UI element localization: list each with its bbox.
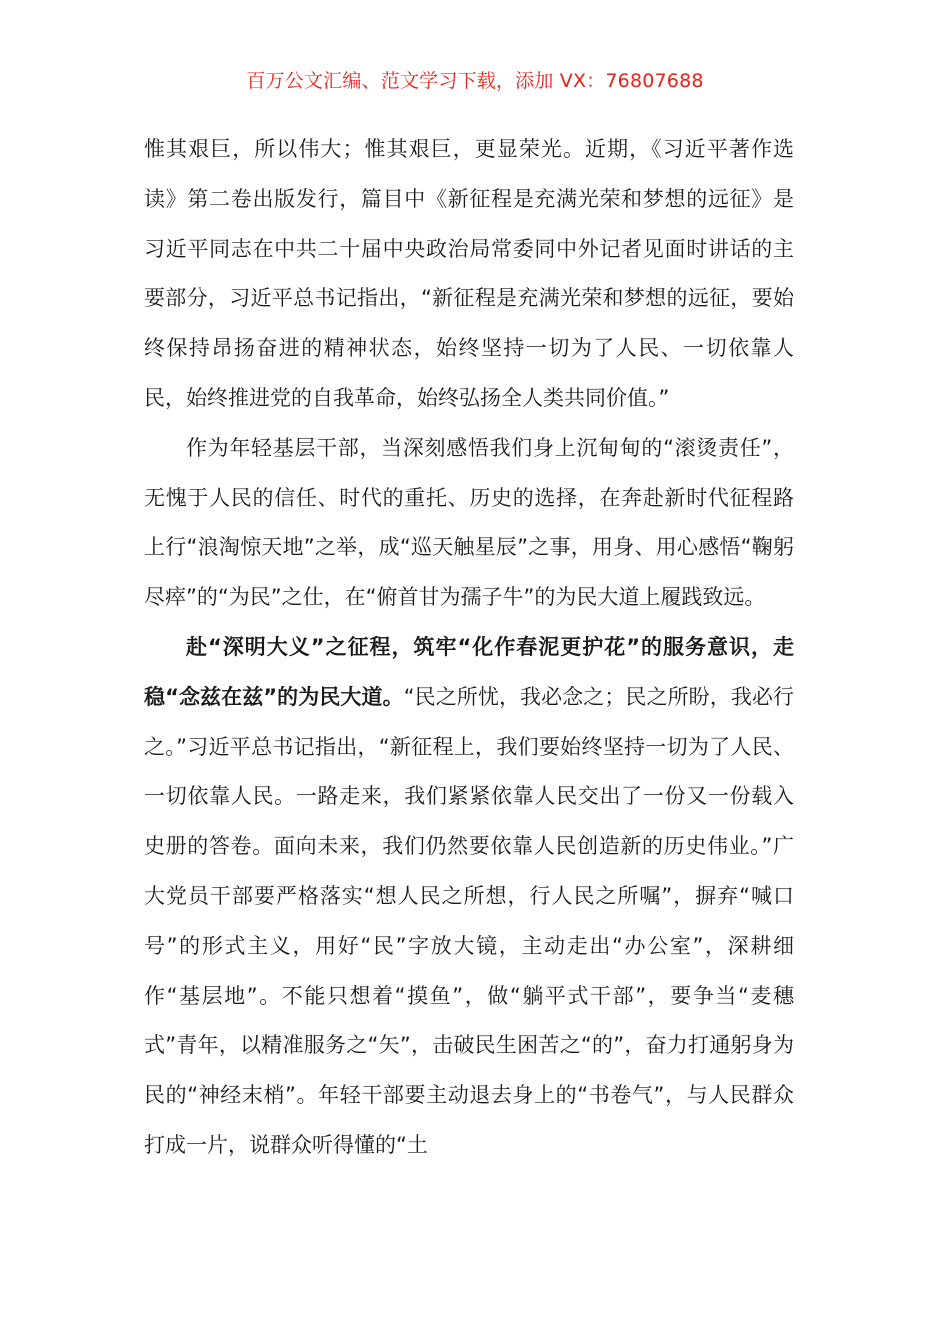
paragraph-3-text: “民之所忧，我必念之；民之所盼，我必行之。”习近平总书记指出，“新征程上，我们要始终坚持一切为了人民、一切依靠人民。一路走来，我们紧紧依靠人民交出了一份又一份载入史册的答卷。面向未来，我们仍然要依靠人民创造新的历史伟业。”广大党员干部要严格落实“想人民之所想，行人民之所嘱”，摒弃“喊口号”的形式主义，用好“民”字放大镜，主动走出“办公室”，深耕细作“基层地”。不能只想着“摸鱼”，做“躺平式干部”，要争当“麦穗式”青年，以精准服务之“矢”，击破民生困苦之“的”，奋力打通躬身为民的“神经末梢”。年轻干部要主动退去身上的“书卷气”，与人民群众打成一片，说群众听得懂的“土	[144, 684, 794, 1157]
paragraph-3-heading: 赴“深明大义”之征程，筑牢“化作春泥更护花”的服务意识，走稳“念兹在兹”的为民大道。	[144, 634, 794, 709]
paragraph-3	[144, 623, 794, 1171]
paragraph-2: 作为年轻基层干部，当深刻感悟我们身上沉甸甸的“滚烫责任”，无愧于人民的信任、时代的重托、历史的选择，在奔赴新时代征程路上行“浪淘惊天地”之举，成“巡天触星辰”之事，用身、用心感悟“鞠躬尽瘁”的“为民”之仕，在“俯首甘为孺子牛”的为民大道上履践致远。	[144, 435, 794, 610]
paragraph-1: 惟其艰巨，所以伟大；惟其艰巨，更显荣光。近期，《习近平著作选读》第二卷出版发行，篇目中《新征程是充满光荣和梦想的远征》是习近平同志在中共二十届中央政治局常委同中外记者见面时讲话的主要部分，习近平总书记指出，“新征程是充满光荣和梦想的远征，要始终保持昂扬奋进的精神状态，始终坚持一切为了人民、一切依靠人民，始终推进党的自我革命，始终弘扬全人类共同价值。”	[144, 137, 794, 410]
header-watermark-text: 百万公文汇编、范文学习下载，添加 VX：76807688	[246, 70, 704, 92]
article-body	[144, 125, 794, 1171]
